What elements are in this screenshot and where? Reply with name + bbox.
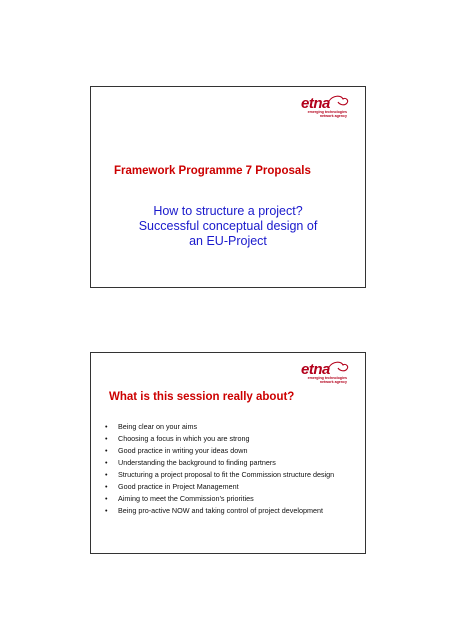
slide-1-title: Framework Programme 7 Proposals bbox=[114, 165, 311, 177]
logo-tagline bbox=[299, 110, 347, 118]
logo-tagline-line2: network agency bbox=[319, 380, 347, 385]
bullet-icon: • bbox=[105, 458, 108, 467]
slide-1-subtitle bbox=[91, 204, 365, 249]
list-item-text: Being clear on your aims bbox=[118, 422, 198, 431]
slide-2-title: What is this session really about? bbox=[109, 391, 295, 403]
bullet-icon: • bbox=[105, 482, 108, 491]
list-item-text: Structuring a project proposal to fit the Commission structure design bbox=[118, 470, 335, 479]
subtitle-line-1: How to structure a project? bbox=[153, 204, 303, 218]
list-item bbox=[105, 481, 334, 493]
bullet-icon: • bbox=[105, 494, 108, 503]
list-item bbox=[105, 445, 334, 457]
list-item bbox=[105, 505, 334, 517]
logo-tagline-line1: emerging technologies bbox=[307, 110, 347, 114]
etna-logo bbox=[299, 95, 351, 125]
list-item bbox=[105, 457, 334, 469]
slide-2 bbox=[90, 352, 366, 554]
list-item-text: Aiming to meet the Commission’s priorities bbox=[118, 494, 254, 503]
logo-wordmark: etna bbox=[301, 95, 330, 112]
list-item-text: Good practice in Project Management bbox=[118, 482, 239, 491]
slide-1 bbox=[90, 86, 366, 288]
subtitle-line-2: Successful conceptual design of bbox=[138, 219, 318, 233]
bullet-icon: • bbox=[105, 446, 108, 455]
list-item-text: Being pro-active NOW and taking control of project development bbox=[118, 506, 323, 515]
list-item-text: Understanding the background to finding partners bbox=[118, 458, 276, 467]
logo-tagline-line2: network agency bbox=[319, 114, 347, 119]
bullet-list bbox=[105, 421, 334, 517]
subtitle-line-3: an EU-Project bbox=[189, 234, 267, 248]
logo-tagline bbox=[299, 376, 347, 384]
bullet-icon: • bbox=[105, 434, 108, 443]
list-item bbox=[105, 493, 334, 505]
etna-logo bbox=[299, 361, 351, 391]
bullet-icon: • bbox=[105, 470, 108, 479]
bullet-icon: • bbox=[105, 506, 108, 515]
list-item bbox=[105, 433, 334, 445]
list-item bbox=[105, 469, 334, 481]
list-item-text: Choosing a focus in which you are strong bbox=[118, 434, 250, 443]
list-item bbox=[105, 421, 334, 433]
bullet-icon: • bbox=[105, 422, 108, 431]
list-item-text: Good practice in writing your ideas down bbox=[118, 446, 248, 455]
logo-wordmark: etna bbox=[301, 361, 330, 378]
logo-tagline-line1: emerging technologies bbox=[307, 376, 347, 380]
